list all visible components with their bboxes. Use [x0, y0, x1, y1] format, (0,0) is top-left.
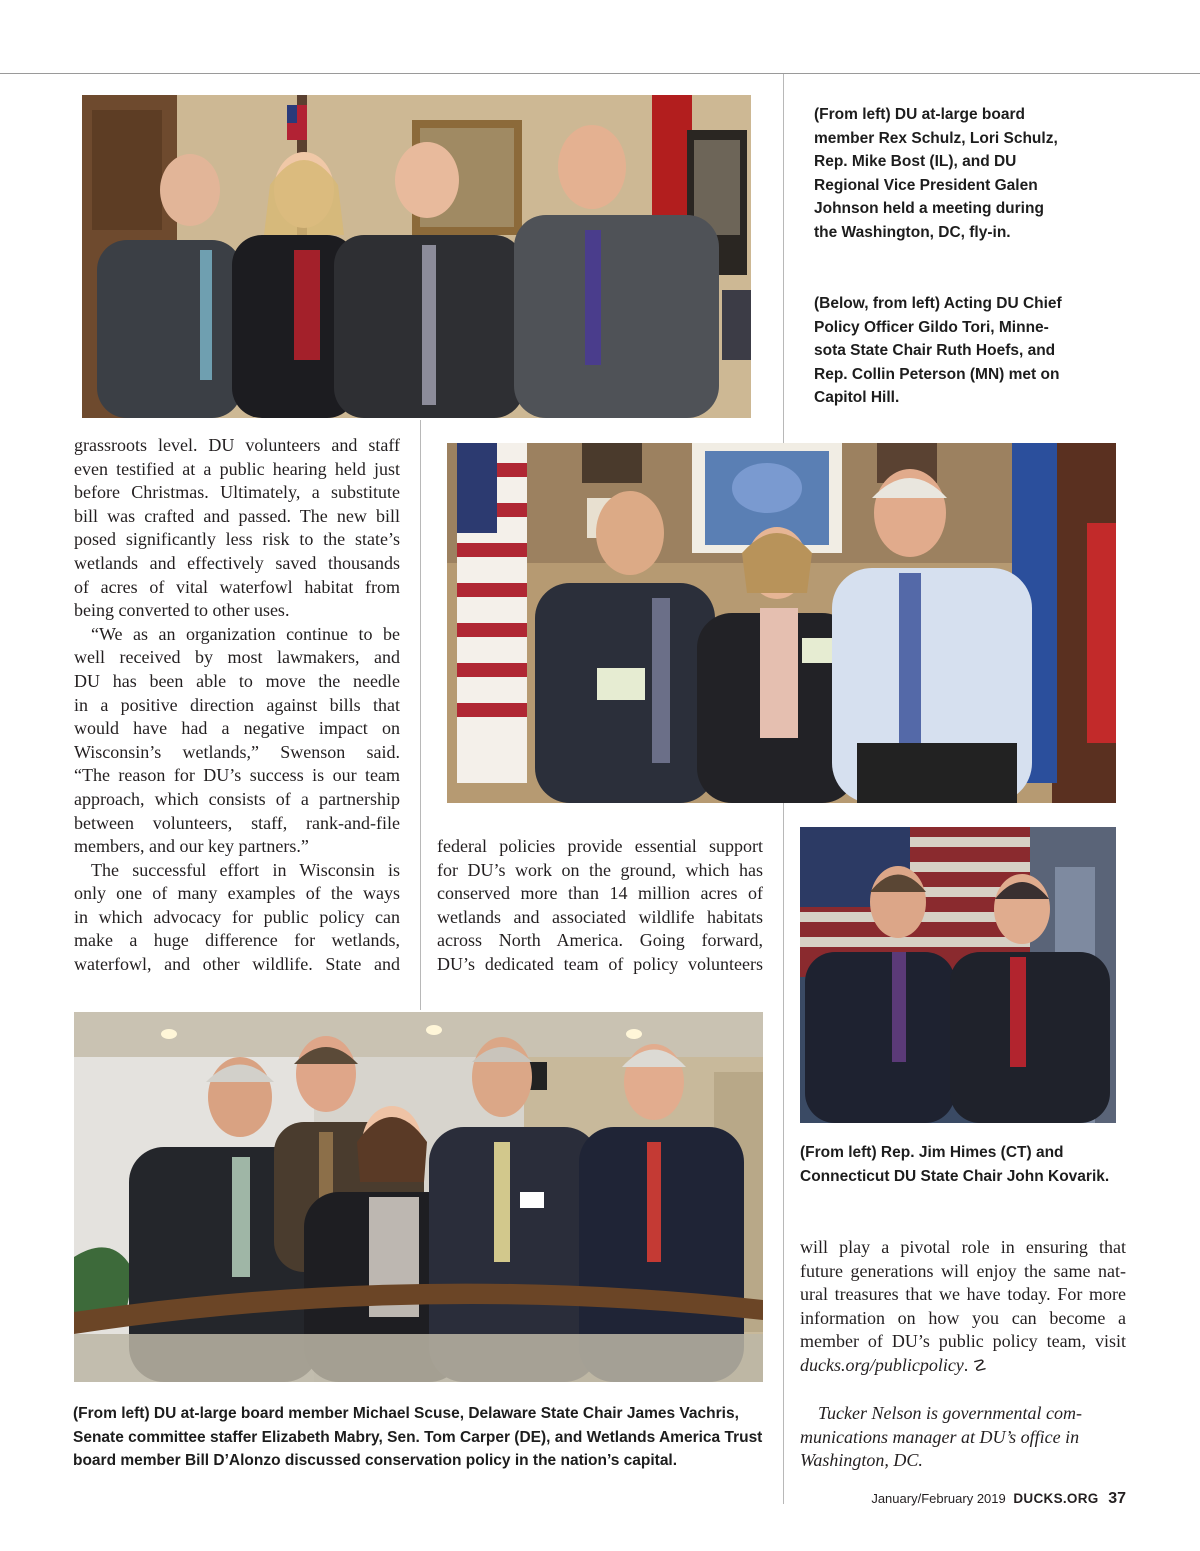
- photo-himes-meeting: [800, 827, 1116, 1123]
- body-column-2: federal policies provide essential support for DU’s work on the ground, which has conserved more than 14 million acres of wetlands and associated wildlife habitats across North America. Going forward, DU’s dedicated team of policy volunteers: [437, 836, 763, 974]
- body-column-3: will play a pivotal role in ensuring that future generations will enjoy the same nat- ural treasures that we have today. For more information on how you can become a member of DU’s public policy team, visit ducks.org/publicpolicy. ☡: [800, 1236, 1126, 1378]
- photo-carper-meeting: [74, 1012, 763, 1382]
- caption-bost-meeting: (From left) DU at-large board member Rex Schulz, Lori Schulz, Rep. Mike Bost (IL), and DU Regional Vice President Galen Johnson held a meeting during the Washington, DC, fly-in.: [814, 106, 1058, 241]
- caption-peterson-meeting: (Below, from left) Acting DU Chief Policy Officer Gildo Tori, Minne- sota State Chair Ruth Hoefs, and Rep. Collin Peterson (MN) met on Capitol Hill.: [814, 295, 1062, 407]
- caption-carper-meeting: (From left) DU at-large board member Michael Scuse, Delaware State Chair James Vachris, Senate committee staffer Elizabeth Mabry, Sen. Tom Carper (DE), and Wetlands America Trust board member Bill D’Alonzo discussed conservation policy in the nation’s capital.: [73, 1405, 763, 1470]
- public-policy-link[interactable]: ducks.org/publicpolicy: [800, 1354, 964, 1375]
- author-byline: Tucker Nelson is governmental com- munications manager at DU’s office in Washington, DC.: [800, 1403, 1082, 1471]
- photo-peterson-meeting: [447, 443, 1116, 803]
- body-final-line: ducks.org/publicpolicy. ☡: [800, 1354, 988, 1375]
- column-rule-middle: [420, 420, 421, 1010]
- site-name: DUCKS.ORG: [1013, 1491, 1099, 1506]
- photo-bost-meeting: [82, 95, 751, 418]
- caption-himes-meeting: (From left) Rep. Jim Himes (CT) and Connecticut DU State Chair John Kovarik.: [800, 1144, 1110, 1185]
- header-rule: [0, 73, 1200, 74]
- issue-date: January/February 2019: [871, 1491, 1006, 1506]
- end-mark-icon: ☡: [972, 1357, 988, 1375]
- page-footer: [871, 1490, 1126, 1508]
- body-column-1: grassroots level. DU volunteers and staff even testified at a public hearing held just before Christmas. Ultimately, a substitute bill was crafted and passed. The new bill posed significantly less risk to the state’s wetlands and effectively saved thousands of acres of vital waterfowl habitat from being converted to other uses. “We as an organization continue to be well received by most lawmakers, and DU has been able to move the needle in a positive direction against bills that would have had a negative impact on Wisconsin’s wetlands,” Swenson said. “The reason for DU’s success is our team approach, which consists of a partnership between volunteers, staff, rank-and-file members, and our key partners.” The successful effort in Wisconsin is only one of many examples of the ways in which advocacy for public policy can make a huge difference for wetlands, waterfowl, and other wildlife. State and: [74, 435, 400, 975]
- page-number: 37: [1108, 1490, 1126, 1507]
